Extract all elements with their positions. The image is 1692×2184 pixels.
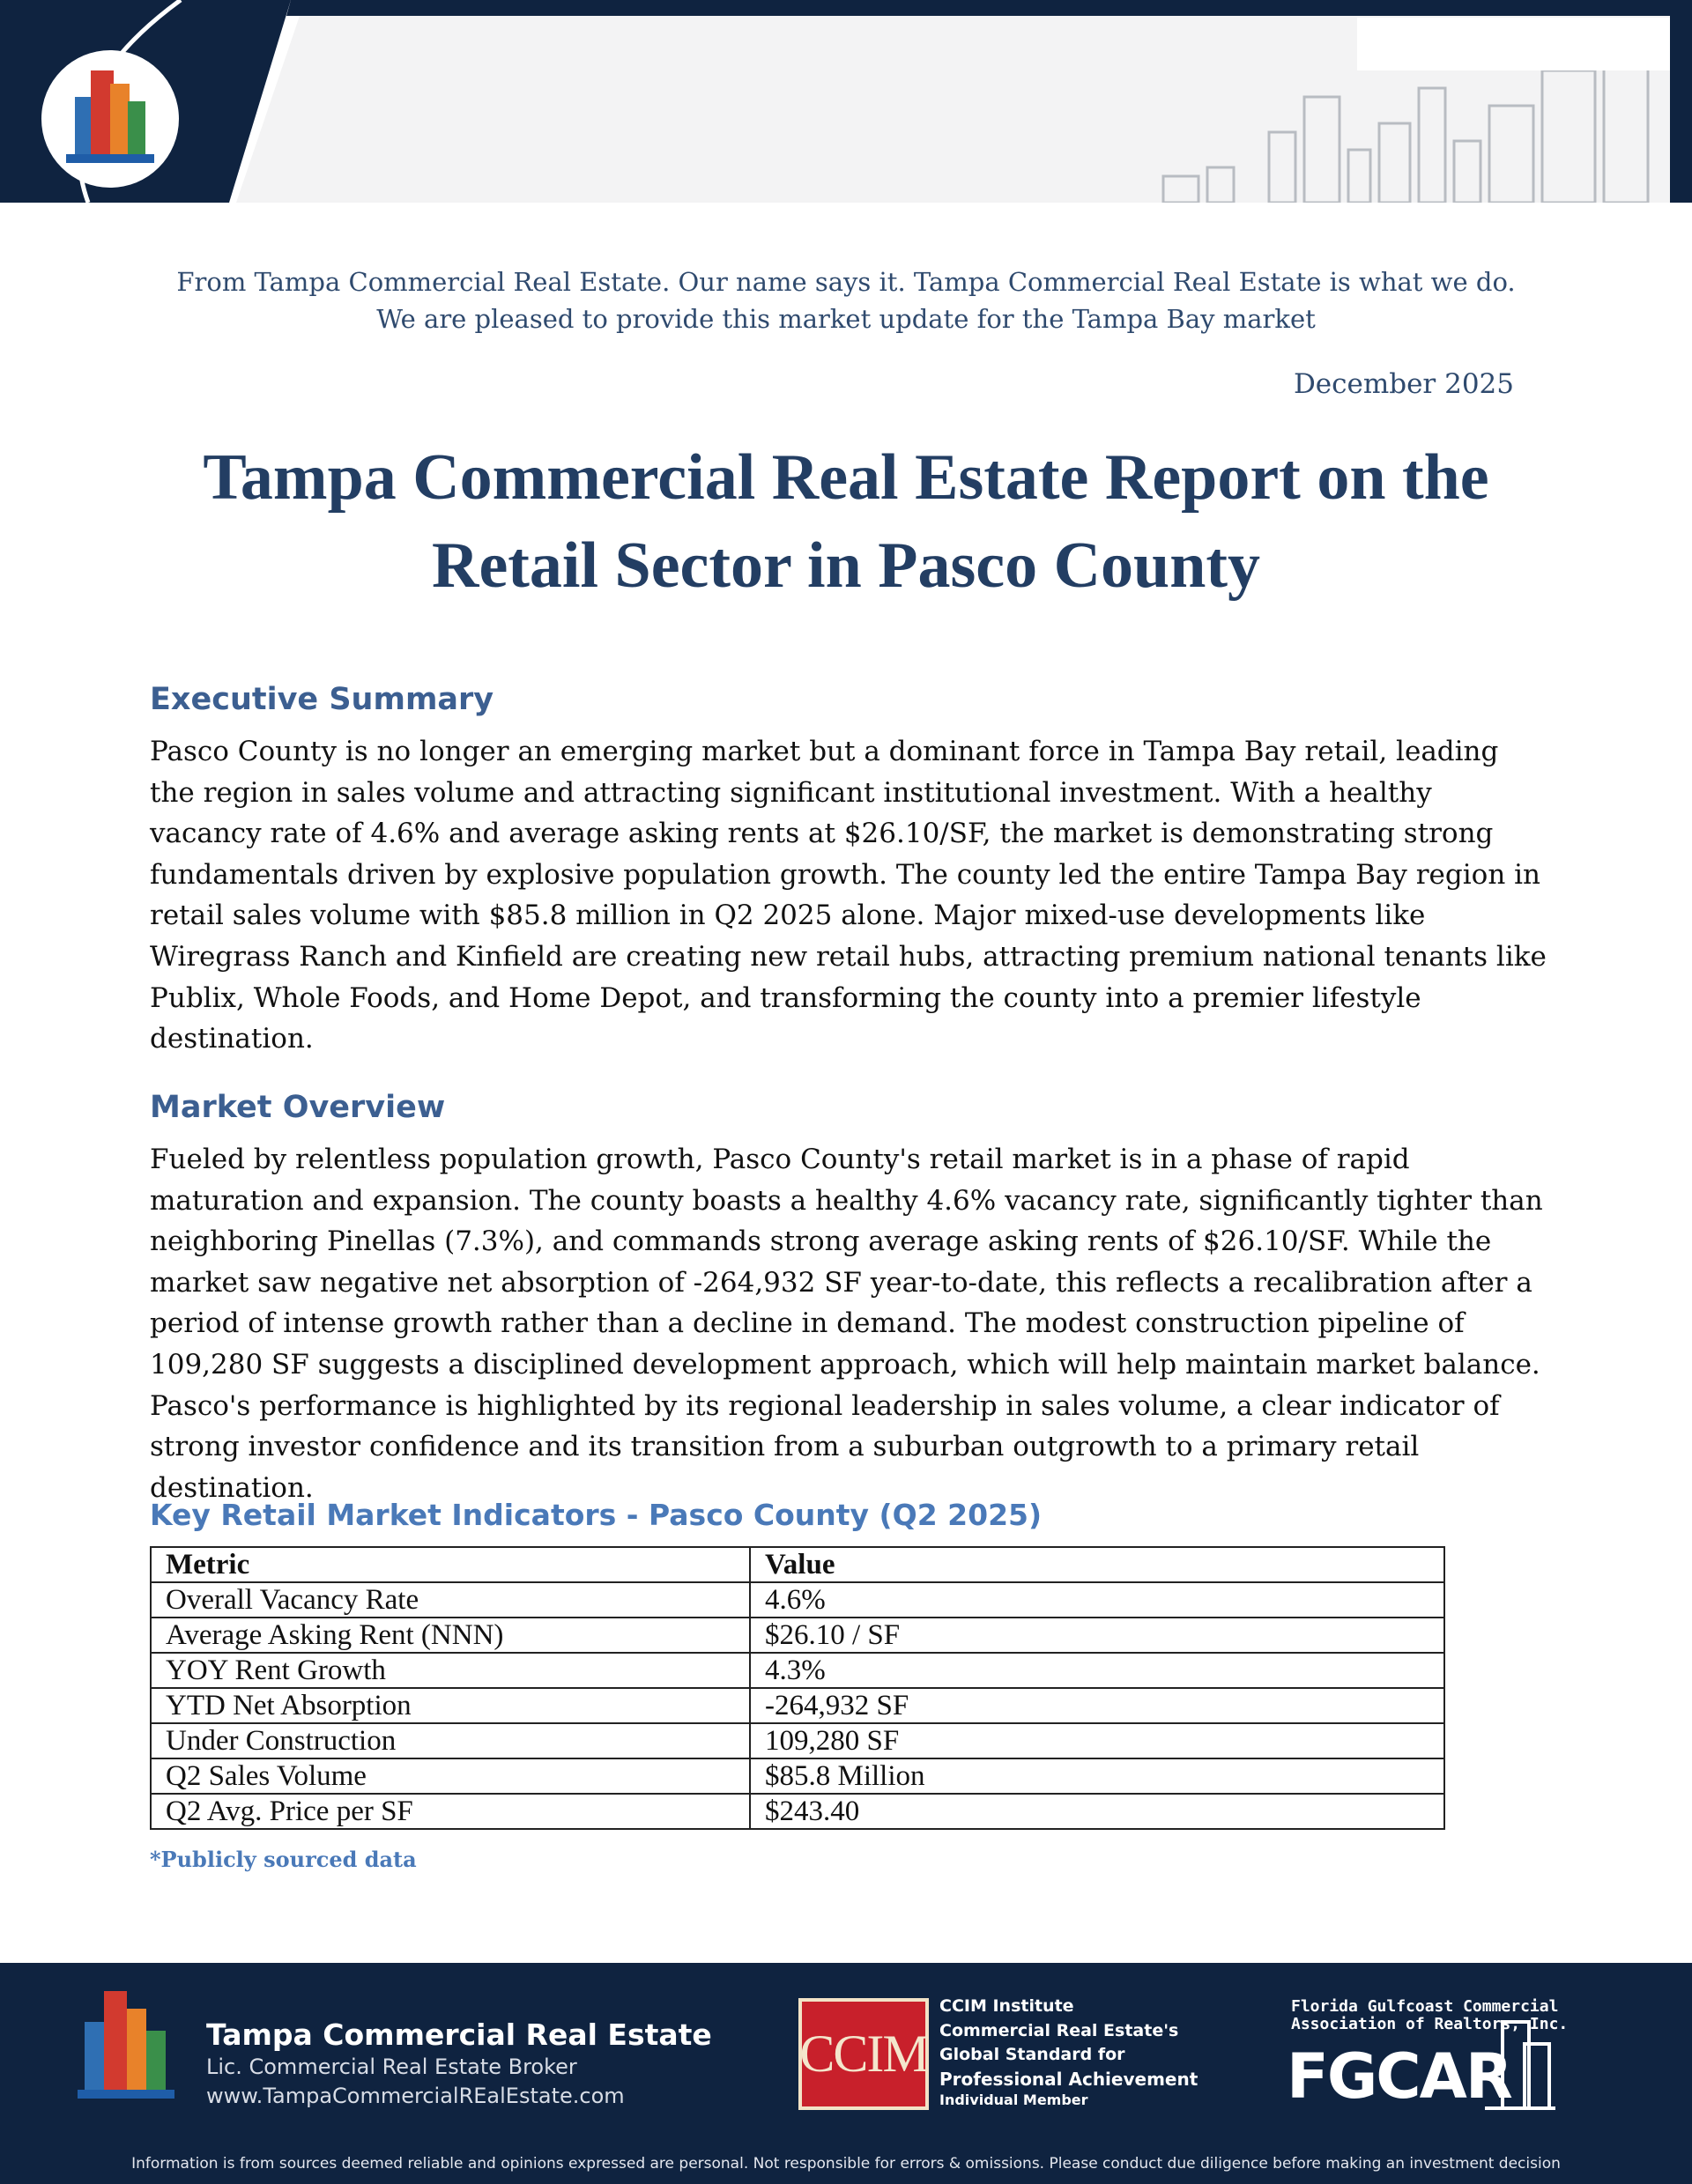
report-title-line-2: Retail Sector in Pasco County xyxy=(432,529,1260,602)
intro-line-2: We are pleased to provide this market update for the Tampa Bay market xyxy=(376,304,1316,334)
ccim-line: Global Standard for xyxy=(939,2045,1125,2064)
executive-summary-body: Pasco County is no longer an emerging market but a dominant force in Tampa Bay retail, leading the region in sales volume and attracting significant institutional investment. With a healthy vacancy rate of 4.6% and average asking rents at $26.10/SF, the market is demonstrating strong fundamentals driven by explosive population growth. The county led the entire Tampa Bay region in retail sales volume with $85.8 million in Q2 2025 alone. Major mixed-use developments like Wiregrass Ranch and Kinfield are creating new retail hubs, attracting premium national tenants like Publix, Whole Foods, and Home Depot, and transforming the county into a premier lifestyle destination. xyxy=(150,736,1547,1055)
fgcar-logo: FGCAR xyxy=(1287,2040,1511,2113)
table-footnote: *Publicly sourced data xyxy=(150,1847,417,1872)
value-cell: $26.10 / SF xyxy=(750,1618,1444,1653)
intro-line-1: From Tampa Commercial Real Estate. Our name says it. Tampa Commercial Real Estate is what we do. xyxy=(176,267,1516,297)
table-row xyxy=(151,1582,1444,1618)
value-cell: -264,932 SF xyxy=(750,1688,1444,1723)
value-cell: 109,280 SF xyxy=(750,1723,1444,1758)
metric-cell: YOY Rent Growth xyxy=(151,1653,750,1688)
table-row xyxy=(151,1723,1444,1758)
column-header-metric: Metric xyxy=(151,1547,750,1582)
ccim-description xyxy=(939,1995,1198,2109)
footer-disclaimer: Information is from sources deemed reliable and opinions expressed are personal. Not responsible for errors & omissions. Please conduct due diligence before making an investment decision xyxy=(131,2155,1561,2173)
value-cell: 4.3% xyxy=(750,1653,1444,1688)
header-banner xyxy=(0,0,1692,203)
value-cell: $243.40 xyxy=(750,1794,1444,1829)
table-row xyxy=(151,1758,1444,1794)
footer-brand-name: Tampa Commercial Real Estate xyxy=(206,2017,712,2052)
footer-company-logo xyxy=(78,1982,183,2109)
company-logo xyxy=(40,48,181,189)
metric-cell: YTD Net Absorption xyxy=(151,1688,750,1723)
indicators-table-title: Key Retail Market Indicators - Pasco County (Q2 2025) xyxy=(150,1498,1043,1532)
fgcar-association-name: Florida Gulfcoast Commercial Association of Realtors, Inc. xyxy=(1291,1997,1569,2033)
metric-cell: Q2 Avg. Price per SF xyxy=(151,1794,750,1829)
header-graphic xyxy=(0,0,1692,203)
report-date: December 2025 xyxy=(1293,368,1514,400)
ccim-logo: CCIM xyxy=(798,1998,929,2110)
metric-cell: Under Construction xyxy=(151,1723,750,1758)
ccim-line: Commercial Real Estate's xyxy=(939,2020,1179,2040)
table-header-row xyxy=(151,1547,1444,1582)
table-row xyxy=(151,1653,1444,1688)
ccim-line: CCIM Institute xyxy=(939,1996,1074,2016)
table-row xyxy=(151,1794,1444,1829)
ccim-line: Professional Achievement xyxy=(939,2068,1198,2090)
value-cell: 4.6% xyxy=(750,1582,1444,1618)
footer-website-link[interactable]: www.TampaCommercialREalEstate.com xyxy=(206,2084,625,2108)
metric-cell: Overall Vacancy Rate xyxy=(151,1582,750,1618)
table-row xyxy=(151,1688,1444,1723)
ccim-line: Individual Member xyxy=(939,2091,1088,2108)
indicators-table xyxy=(150,1546,1445,1830)
market-overview-heading: Market Overview xyxy=(150,1090,446,1125)
footer-license: Lic. Commercial Real Estate Broker xyxy=(206,2054,577,2079)
report-title xyxy=(132,433,1560,610)
value-cell: $85.8 Million xyxy=(750,1758,1444,1794)
table-row xyxy=(151,1618,1444,1653)
market-overview-body: Fueled by relentless population growth, Pasco County's retail market is in a phase of rapid maturation and expansion. The county boasts a healthy 4.6% vacancy rate, significantly tighter than neighboring Pinellas (7.3%), and commands strong average asking rents of $26.10/SF. While the market saw negative net absorption of -264,932 SF year-to-date, this reflects a recalibration after a period of intense growth rather than a decline in demand. The modest construction pipeline of 109,280 SF suggests a disciplined development approach, which will help maintain market balance. Pasco's performance is highlighted by its regional leadership in sales volume, a clear indicator of strong investor confidence and its transition from a suburban outgrowth to a primary retail destination. xyxy=(150,1144,1543,1504)
column-header-value: Value xyxy=(750,1547,1444,1582)
report-title-line-1: Tampa Commercial Real Estate Report on the xyxy=(203,441,1489,514)
fgcar-building-icon xyxy=(1485,2004,1555,2114)
metric-cell: Q2 Sales Volume xyxy=(151,1758,750,1794)
metric-cell: Average Asking Rent (NNN) xyxy=(151,1618,750,1653)
executive-summary-heading: Executive Summary xyxy=(150,682,494,717)
